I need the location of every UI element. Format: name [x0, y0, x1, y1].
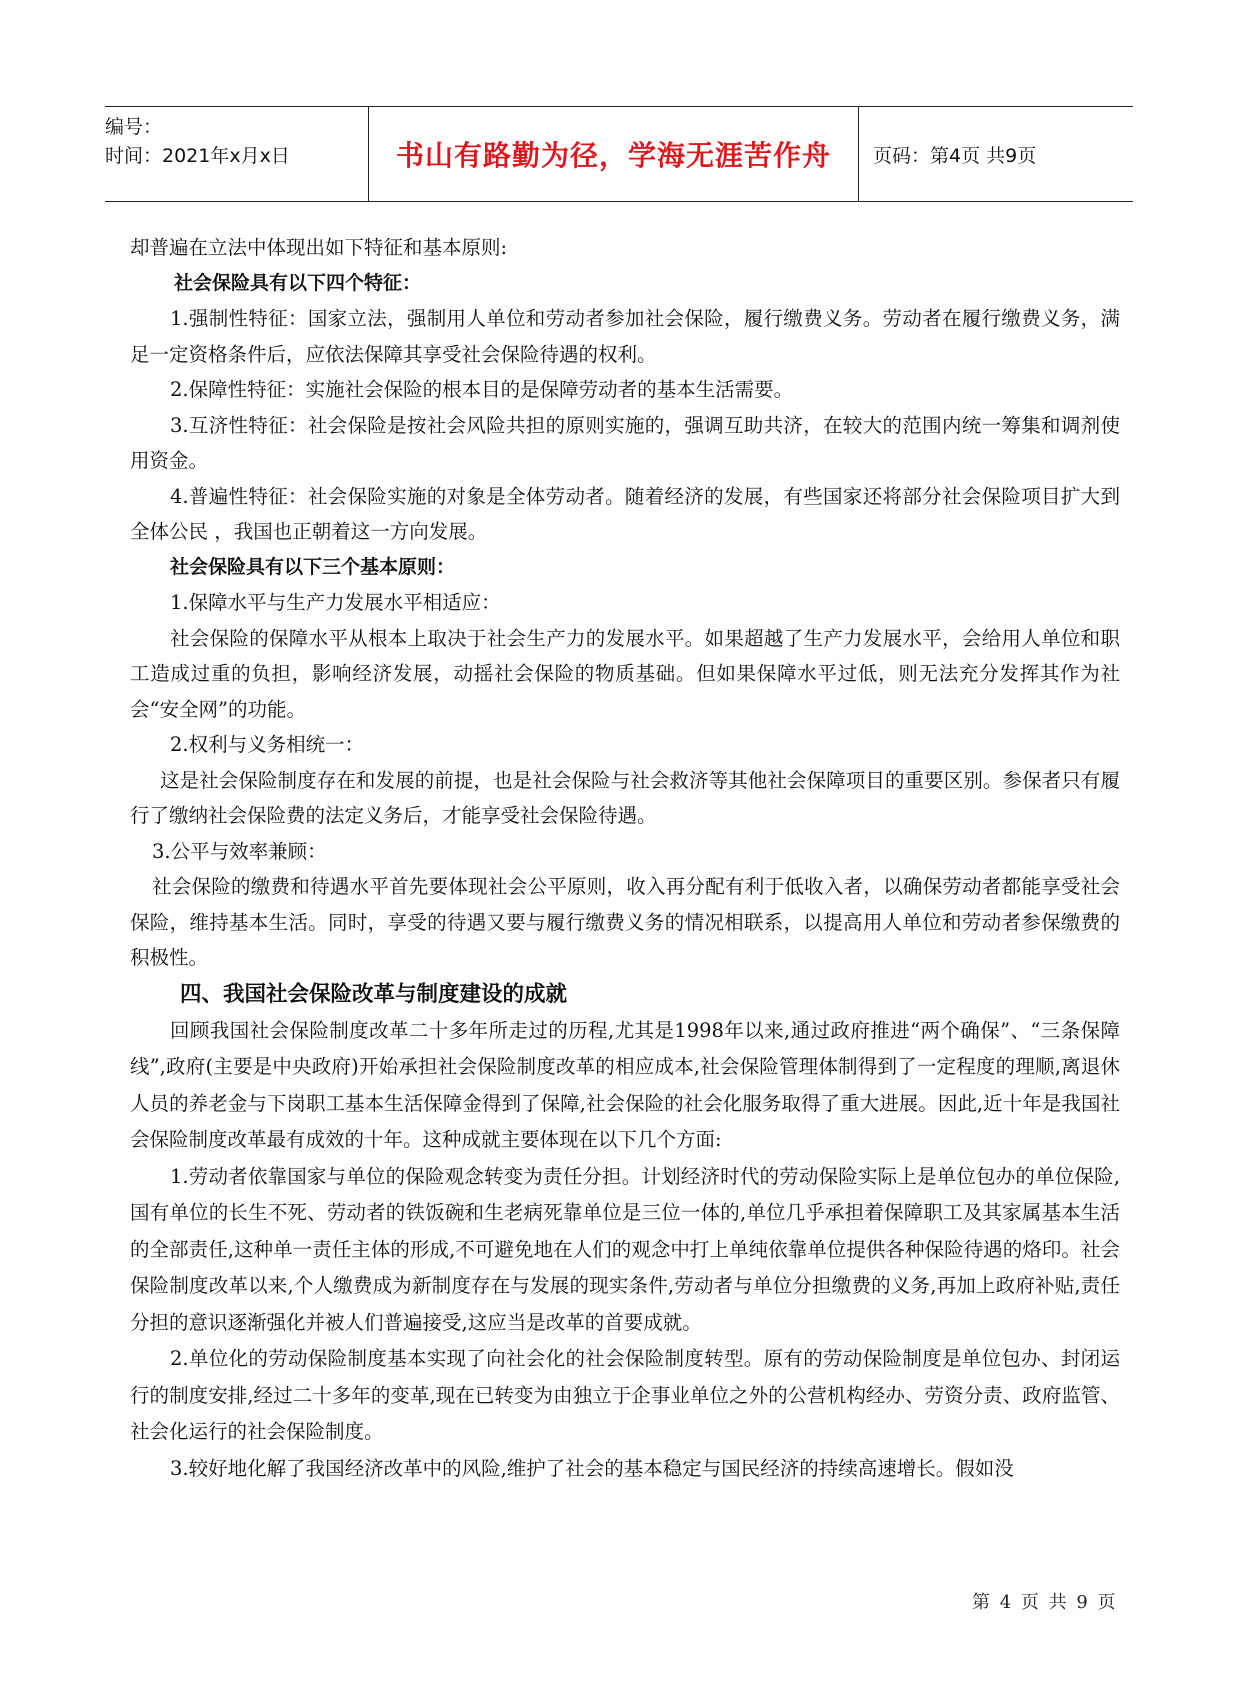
features-heading: 社会保险具有以下四个特征： — [174, 271, 422, 294]
section-four-intro: 回顾我国社会保险制度改革二十多年所走过的历程,尤其是1998年以来,通过政府推进“两个确保”、“三条保障线”,政府(主要是中央政府)开始承担社会保险制度改革的相应成本,社会保险管理体制得到了一定程度的理顺,离退休人员的养老金与下岗职工基本生活保障金得到了保障,社会保险的社会化服务取得了重大进展。因此,近十年是我国社会保险制度改革最有成效的十年。这种成就主要体现在以下几个方面: — [130, 1018, 1120, 1151]
achievement-1-paragraph: 1.劳动者依靠国家与单位的保险观念转变为责任分担。计划经济时代的劳动保险实际上是单位包办的单位保险,国有单位的长生不死、劳动者的铁饭碗和生老病死靠单位是三位一体的,单位几乎承担着保障职工及其家属基本生活的全部责任,这种单一责任主体的形成,不可避免地在人们的观念中打上单纯依靠单位提供各种保险待遇的烙印。社会保险制度改革以来,个人缴费成为新制度存在与发展的现实条件,劳动者与单位分担缴费的义务,再加上政府补贴,责任分担的意识逐渐强化并被人们普遍接受,这应当是改革的首要成就。 — [130, 1164, 1120, 1334]
document-body — [130, 230, 1120, 1487]
header-page-number: 页码：第4页 共9页 — [873, 144, 1037, 167]
principle-3-paragraph: 社会保险的缴费和待遇水平首先要体现社会公平原则，收入再分配有利于低收入者，以确保劳动者都能享受社会保险，维持基本生活。同时，享受的待遇又要与履行缴费义务的情况相联系，以提高用人单位和劳动者参保缴费的积极性。 — [130, 875, 1120, 969]
header-motto-cell — [369, 107, 859, 201]
achievement-2-paragraph: 2.单位化的劳动保险制度基本实现了向社会化的社会保险制度转型。原有的劳动保险制度是单位包办、封闭运行的制度安排,经过二十多年的变革,现在已转变为由独立于企事业单位之外的公营机构经办、劳资分责、政府监管、社会化运行的社会保险制度。 — [130, 1347, 1120, 1443]
header-motto: 书山有路勤为径，学海无涯苦作舟 — [395, 139, 831, 172]
feature-4-paragraph: 4.普遍性特征：社会保险实施的对象是全体劳动者。随着经济的发展，有些国家还将部分社会保险项目扩大到全体公民 ，我国也正朝着这一方向发展。 — [130, 484, 1120, 543]
page-footer: 第 4 页 共 9 页 — [972, 1592, 1118, 1613]
principle-1-heading: 1.保障水平与生产力发展水平相适应： — [170, 591, 501, 614]
principle-3-heading: 3.公平与效率兼顾： — [152, 839, 327, 863]
feature-1-paragraph: 1.强制性特征：国家立法，强制用人单位和劳动者参加社会保险，履行缴费义务。劳动者在履行缴费义务，满足一定资格条件后，应依法保障其享受社会保险待遇的权利。 — [130, 307, 1120, 366]
feature-2-paragraph: 2.保障性特征：实施社会保险的根本目的是保障劳动者的基本生活需要。 — [170, 378, 794, 401]
principle-2-paragraph: 这是社会保险制度存在和发展的前提，也是社会保险与社会救济等其他社会保障项目的重要区别。参保者只有履行了缴纳社会保险费的法定义务后，才能享受社会保险待遇。 — [130, 768, 1120, 827]
section-four-heading: 四、我国社会保险改革与制度建设的成就 — [180, 981, 568, 1007]
header-meta-cell — [105, 107, 369, 201]
document-number-label: 编号： — [105, 116, 163, 138]
intro-paragraph: 却普遍在立法中体现出如下特征和基本原则: — [130, 236, 508, 259]
achievement-3-paragraph: 3.较好地化解了我国经济改革中的风险,维护了社会的基本稳定与国民经济的持续高速增长。假如没 — [170, 1456, 1014, 1480]
header-page-cell — [859, 107, 1133, 201]
page-header — [105, 106, 1133, 202]
principle-2-heading: 2.权利与义务相统一： — [170, 733, 365, 756]
feature-3-paragraph: 3.互济性特征：社会保险是按社会风险共担的原则实施的，强调互助共济，在较大的范围内统一筹集和调剂使用资金。 — [130, 413, 1120, 472]
principle-1-paragraph: 社会保险的保障水平从根本上取决于社会生产力的发展水平。如果超越了生产力发展水平，会给用人单位和职工造成过重的负担，影响经济发展，动摇社会保险的物质基础。但如果保障水平过低，则无法充分发挥其作为社会“安全网”的功能。 — [130, 626, 1120, 721]
document-time-label: 时间：2021年x月x日 — [105, 145, 290, 167]
principles-heading: 社会保险具有以下三个基本原则： — [170, 555, 456, 578]
